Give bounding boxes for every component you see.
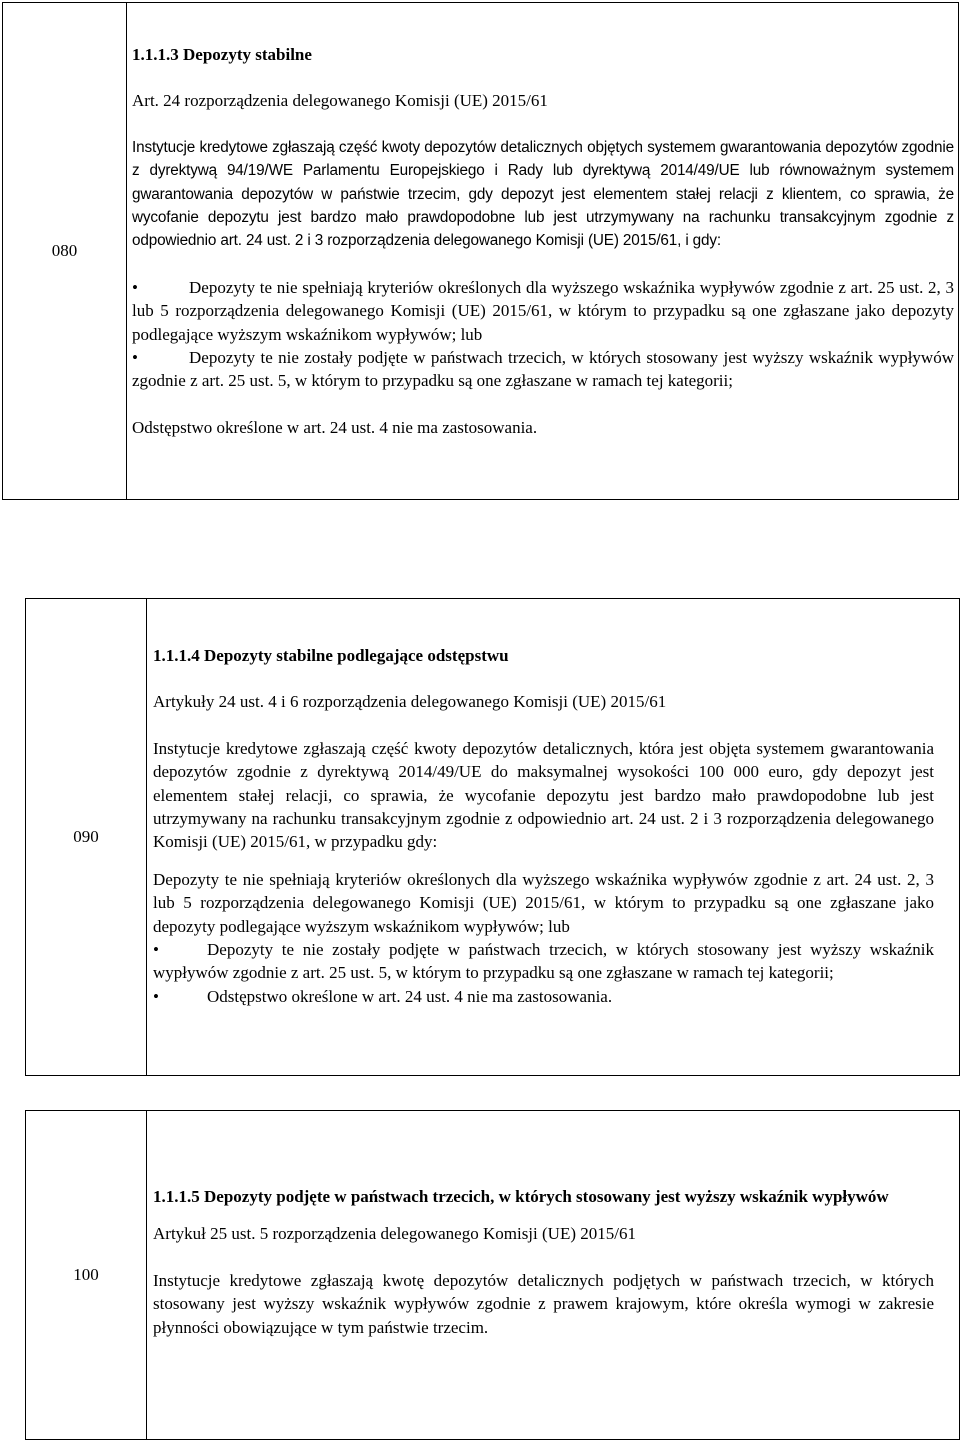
table-row-090: [25, 598, 960, 1076]
bullet-item: [132, 276, 954, 346]
bullet-text: Odstępstwo określone w art. 24 ust. 4 nie ma zastosowania.: [207, 986, 613, 1006]
bullet-text: Depozyty te nie zostały podjęte w państwach trzecich, w których stosowany jest wyższy wskaźnik wypływów zgodnie z art. 25 ust. 5, w którym to przypadku są one zgłaszane w ramach tej kategorii;: [153, 940, 934, 983]
row-content: [153, 644, 934, 1075]
row-number: 090: [26, 599, 147, 1075]
table-row-080: [2, 2, 959, 500]
row-number: 100: [26, 1111, 147, 1439]
bullet-marker: •: [153, 986, 159, 1006]
bullet-item: [153, 985, 934, 1008]
closing-paragraph: Odstępstwo określone w art. 24 ust. 4 nie ma zastosowania.: [132, 417, 538, 437]
section-heading: 1.1.1.5 Depozyty podjęte w państwach trzecich, w których stosowany jest wyższy wskaźnik wypływów: [153, 1187, 889, 1206]
bullet-text: Depozyty te nie spełniają kryteriów określonych dla wyższego wskaźnika wypływów zgodnie z art. 25 ust. 2, 3 lub 5 rozporządzenia delegowanego Komisji (UE) 2015/61, w którym to przypadku są one zgłaszane jako depozyty podlegające wyższym wskaźnikom wypływów; lub: [132, 277, 954, 344]
article-reference: Artykuły 24 ust. 4 i 6 rozporządzenia delegowanego Komisji (UE) 2015/61: [153, 692, 667, 712]
bullet-marker: •: [132, 348, 138, 368]
table-row-100: [25, 1110, 960, 1440]
intro-paragraph: Instytucje kredytowe zgłaszają część kwoty depozytów detalicznych, która jest objęta systemem gwarantowania depozytów zgodnie z dyrektywą 2014/49/UE do maksymalnej wysokości 100 000 euro, gdy depozyt jest elementem stałej relacji, co sprawia, że wycofanie depozytu jest bardzo mało prawdopodobne lub jest utrzymywany na rachunku transakcyjnym zgodnie z odpowiednio art. 24 ust. 2 i 3 rozporządzenia delegowanego Komisji (UE) 2015/61, w przypadku gdy:: [153, 738, 934, 852]
section-heading: 1.1.1.4 Depozyty stabilne podlegające odstępstwu: [153, 646, 509, 665]
article-reference: Art. 24 rozporządzenia delegowanego Komisji (UE) 2015/61: [132, 91, 548, 111]
paragraph: Depozyty te nie spełniają kryteriów określonych dla wyższego wskaźnika wypływów zgodnie z art. 24 ust. 2, 3 lub 5 rozporządzenia delegowanego Komisji (UE) 2015/61, w którym to przypadku są one zgłaszane jako depozyty podlegające wyższym wskaźnikom wypływów; lub: [153, 869, 934, 936]
bullet-text: Depozyty te nie zostały podjęte w państwach trzecich, w których stosowany jest wyższy wskaźnik wypływów zgodnie z art. 25 ust. 5, w którym to przypadku są one zgłaszane w ramach tej kategorii;: [132, 348, 954, 391]
bullet-item: [132, 346, 954, 393]
article-reference: Artykuł 25 ust. 5 rozporządzenia delegowanego Komisji (UE) 2015/61: [153, 1224, 636, 1244]
row-content: [132, 43, 954, 499]
intro-paragraph: Instytucje kredytowe zgłaszają kwotę depozytów detalicznych podjętych w państwach trzecich, w których stosowany jest wyższy wskaźnik wypływów zgodnie z prawem krajowym, które określa wymogi w zakresie płynności obowiązujące w tym państwie trzecim.: [153, 1270, 934, 1337]
row-number: 080: [3, 3, 127, 499]
section-heading: 1.1.1.3 Depozyty stabilne: [132, 45, 312, 64]
bullet-marker: •: [153, 940, 159, 960]
bullet-item: [153, 938, 934, 985]
intro-paragraph: Instytucje kredytowe zgłaszają część kwoty depozytów detalicznych objętych systemem gwarantowania depozytów zgodnie z dyrektywą 94/19/WE Parlamentu Europejskiego i Rady lub dyrektywą 2014/49/UE lub równoważnym systemem gwarantowania depozytów w państwie trzecim, gdy depozyt jest elementem stałej relacji z klientem, co sprawia, że wycofanie depozytu jest bardzo mało prawdopodobne lub jest utrzymywany na rachunku transakcyjnym zgodnie z odpowiednio art. 24 ust. 2 i 3 rozporządzenia delegowanego Komisji (UE) 2015/61, i gdy:: [132, 138, 954, 250]
row-content: [153, 1185, 934, 1439]
bullet-marker: •: [132, 277, 138, 297]
